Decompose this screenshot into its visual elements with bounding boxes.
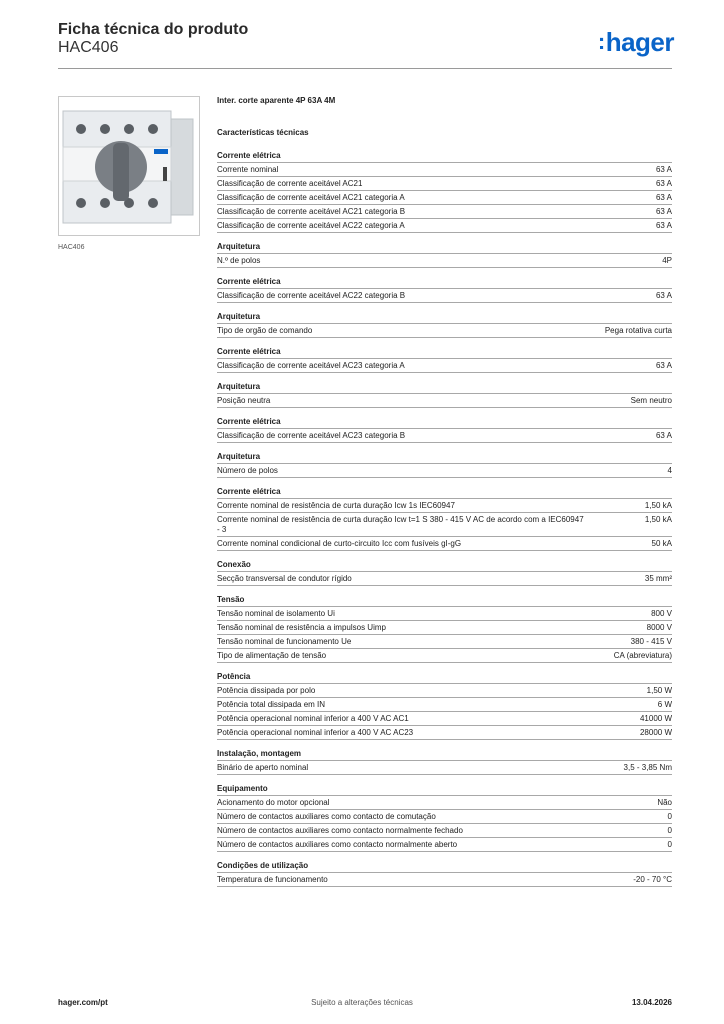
spec-section: [217, 860, 672, 887]
spec-value: 4: [667, 466, 672, 475]
spec-section: [217, 671, 672, 740]
spec-label: Potência total dissipada em IN: [217, 700, 326, 709]
spec-row: [217, 571, 672, 586]
spec-sections: [217, 150, 672, 887]
characteristics-title: Características técnicas: [217, 128, 309, 137]
spec-value: 63 A: [655, 291, 672, 300]
spec-row: [217, 428, 672, 443]
section-heading: Arquitetura: [217, 312, 261, 321]
spec-row: [217, 634, 672, 648]
spec-value: 4P: [662, 256, 672, 265]
section-heading: Corrente elétrica: [217, 277, 281, 286]
section-heading: Tensão: [217, 595, 245, 604]
logo-text: hager: [605, 27, 674, 57]
section-heading: Instalação, montagem: [217, 749, 302, 758]
spec-label: Tipo de alimentação de tensão: [217, 651, 327, 660]
spec-label: Tensão nominal de isolamento Ui: [217, 609, 335, 618]
spec-row: [217, 463, 672, 478]
spec-section: [217, 594, 672, 663]
logo-colon-icon: :: [597, 29, 605, 54]
spec-section: [217, 150, 672, 233]
spec-row: [217, 606, 672, 620]
spec-row: [217, 683, 672, 697]
section-heading: Corrente elétrica: [217, 151, 281, 160]
spec-value: 0: [667, 812, 672, 821]
spec-value: Sem neutro: [630, 396, 672, 405]
spec-section: [217, 276, 672, 303]
spec-row: [217, 795, 672, 809]
spec-row: [217, 162, 672, 176]
section-heading: Arquitetura: [217, 452, 261, 461]
spec-label: Número de polos: [217, 466, 278, 475]
spec-row: [217, 393, 672, 408]
image-caption: HAC406: [58, 244, 85, 251]
page-title: Ficha técnica do produto: [58, 21, 249, 38]
header-divider: [58, 68, 672, 69]
spec-label: Binário de aperto nominal: [217, 763, 309, 772]
spec-value: 380 - 415 V: [630, 637, 672, 646]
product-image: [58, 96, 200, 236]
spec-label: Tipo de orgão de comando: [217, 326, 313, 335]
spec-row: [217, 536, 672, 551]
spec-section: [217, 451, 672, 478]
spec-value: 63 A: [655, 193, 672, 202]
spec-label: Corrente nominal de resistência de curta duração Icw 1s IEC60947: [217, 501, 455, 510]
spec-label: Secção transversal de condutor rígido: [217, 574, 352, 583]
spec-row: [217, 620, 672, 634]
spec-row: [217, 809, 672, 823]
section-heading: Corrente elétrica: [217, 487, 281, 496]
spec-label: Classificação de corrente aceitável AC21 categoria B: [217, 207, 406, 216]
spec-label: Potência operacional nominal inferior a 400 V AC AC1: [217, 714, 409, 723]
spec-row: [217, 358, 672, 373]
spec-label: Potência operacional nominal inferior a 400 V AC AC23: [217, 728, 414, 737]
spec-label: Temperatura de funcionamento: [217, 875, 328, 884]
spec-section: [217, 381, 672, 408]
spec-row: [217, 725, 672, 740]
spec-value: 63 A: [655, 431, 672, 440]
section-heading: Corrente elétrica: [217, 347, 281, 356]
spec-row: [217, 323, 672, 338]
spec-content: [217, 96, 672, 895]
footer-website: hager.com/pt: [58, 998, 108, 1007]
spec-section: [217, 311, 672, 338]
spec-value: 800 V: [651, 609, 672, 618]
spec-section: [217, 346, 672, 373]
spec-value: Pega rotativa curta: [604, 326, 672, 335]
spec-row: [217, 218, 672, 233]
section-heading: Equipamento: [217, 784, 268, 793]
spec-value: 63 A: [655, 179, 672, 188]
spec-value: 41000 W: [639, 714, 672, 723]
spec-row: [217, 512, 672, 536]
spec-label: Corrente nominal de resistência de curta duração Icw t=1 S 380 - 415 V AC de acordo com a IEC60947 - 3: [217, 515, 584, 534]
spec-value: 63 A: [655, 361, 672, 370]
spec-value: 3,5 - 3,85 Nm: [623, 763, 672, 772]
spec-value: 63 A: [655, 207, 672, 216]
spec-label: N.º de polos: [217, 256, 261, 265]
spec-label: Classificação de corrente aceitável AC22 categoria A: [217, 221, 405, 230]
spec-value: -20 - 70 °C: [633, 875, 672, 884]
spec-section: [217, 783, 672, 852]
spec-label: Classificação de corrente aceitável AC21: [217, 179, 363, 188]
spec-value: 0: [667, 840, 672, 849]
spec-value: 6 W: [657, 700, 672, 709]
spec-label: Classificação de corrente aceitável AC22 categoria B: [217, 291, 406, 300]
spec-label: Classificação de corrente aceitável AC23 categoria A: [217, 361, 405, 370]
spec-value: Não: [657, 798, 672, 807]
spec-value: 35 mm²: [644, 574, 672, 583]
section-heading: Arquitetura: [217, 242, 261, 251]
footer-notice: Sujeito a alterações técnicas: [311, 998, 413, 1007]
spec-row: [217, 176, 672, 190]
spec-value: 28000 W: [639, 728, 672, 737]
section-heading: Corrente elétrica: [217, 417, 281, 426]
spec-row: [217, 648, 672, 663]
rotary-switch-icon: [59, 97, 199, 235]
spec-section: [217, 559, 672, 586]
spec-row: [217, 872, 672, 887]
spec-row: [217, 498, 672, 512]
spec-row: [217, 837, 672, 852]
spec-row: [217, 190, 672, 204]
spec-row: [217, 288, 672, 303]
spec-row: [217, 697, 672, 711]
spec-label: Acionamento do motor opcional: [217, 798, 330, 807]
spec-section: [217, 241, 672, 268]
spec-label: Corrente nominal: [217, 165, 279, 174]
spec-value: 1,50 kA: [644, 501, 672, 510]
spec-label: Corrente nominal condicional de curto-circuito Icc com fusíveis gI-gG: [217, 539, 462, 548]
spec-row: [217, 711, 672, 725]
spec-label: Classificação de corrente aceitável AC21 categoria A: [217, 193, 405, 202]
section-heading: Condições de utilização: [217, 861, 309, 870]
spec-value: 1,50 W: [646, 686, 672, 695]
spec-value: 63 A: [655, 221, 672, 230]
spec-value: 8000 V: [646, 623, 672, 632]
spec-label: Número de contactos auxiliares como contacto de comutação: [217, 812, 436, 821]
spec-value: 50 kA: [651, 539, 672, 548]
spec-row: [217, 253, 672, 268]
spec-label: Número de contactos auxiliares como contacto normalmente fechado: [217, 826, 463, 835]
spec-label: Posição neutra: [217, 396, 271, 405]
spec-value: 1,50 kA: [644, 515, 672, 524]
spec-value: CA (abreviatura): [613, 651, 672, 660]
spec-row: [217, 760, 672, 775]
spec-value: 0: [667, 826, 672, 835]
spec-row: [217, 204, 672, 218]
product-code: HAC406: [58, 39, 119, 56]
spec-section: [217, 748, 672, 775]
spec-row: [217, 823, 672, 837]
spec-section: [217, 486, 672, 551]
spec-section: [217, 416, 672, 443]
spec-label: Tensão nominal de funcionamento Ue: [217, 637, 352, 646]
spec-value: 63 A: [655, 165, 672, 174]
product-description: Inter. corte aparente 4P 63A 4M: [217, 96, 336, 105]
spec-label: Classificação de corrente aceitável AC23 categoria B: [217, 431, 406, 440]
hager-logo: [598, 27, 674, 58]
section-heading: Conexão: [217, 560, 251, 569]
spec-label: Potência dissipada por polo: [217, 686, 316, 695]
spec-label: Número de contactos auxiliares como contacto normalmente aberto: [217, 840, 458, 849]
section-heading: Arquitetura: [217, 382, 261, 391]
footer-date: 13.04.2026: [631, 998, 672, 1007]
spec-label: Tensão nominal de resistência a impulsos Uimp: [217, 623, 386, 632]
section-heading: Potência: [217, 672, 251, 681]
